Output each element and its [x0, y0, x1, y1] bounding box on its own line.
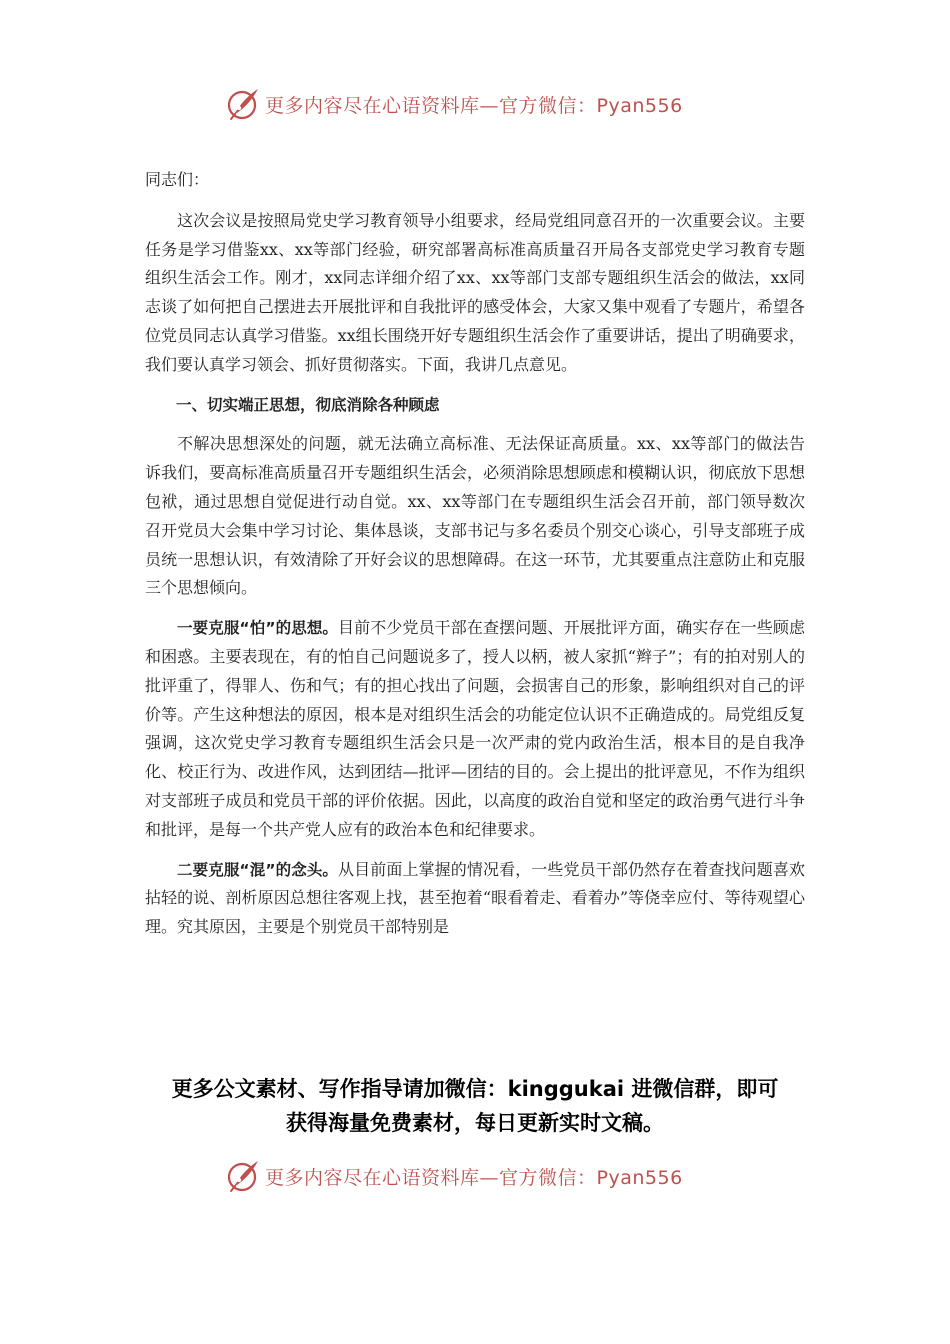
promo-line-1: 更多公文素材、写作指导请加微信：kinggukai 进微信群，即可: [171, 1077, 779, 1101]
banner-wechat-id: Pyan556: [596, 94, 683, 117]
point1-lead: 一要克服“怕”的思想。: [177, 619, 339, 638]
point2-body: 从目前面上掌握的情况看，一些党员干部仍然存在着查找问题喜欢拈轻的说、剖析原因总想往客观上找，甚至抱着“眼看着走、看着办”等侥幸应付、等待观望心理。究其原因，主要是个别党员干部特别是: [145, 859, 805, 937]
footer-banner: [225, 1156, 725, 1196]
section1-paragraph: 不解决思想深处的问题，就无法确立高标准、无法保证高质量。xx、xx等部门的做法告诉我们，要高标准高质量召开专题组织生活会，必须消除思想顾虑和模糊认识，彻底放下思想包袱，通过思想自觉促进行动自觉。xx、xx等部门在专题组织生活会召开前，部门领导数次召开党员大会集中学习讨论、集体恳谈，支部书记与多名委员个别交心谈心，引导支部班子成员统一思想认识，有效清除了开好会议的思想障碍。在这一环节，尤其要重点注意防止和克服三个思想倾向。: [145, 434, 805, 598]
salutation: 同志们：: [145, 170, 210, 189]
intro-paragraph: 这次会议是按照局党史学习教育领导小组要求，经局党组同意召开的一次重要会议。主要任务是学习借鉴xx、xx等部门经验，研究部署高标准高质量召开局各支部党史学习教育专题组织生活会工作。刚才，xx同志详细介绍了xx、xx等部门支部专题组织生活会的做法，xx同志谈了如何把自己摆进去开展批评和自我批评的感受体会，大家又集中观看了专题片，希望各位党员同志认真学习借鉴。xx组长围绕开好专题组织生活会作了重要讲话，提出了明确要求，我们要认真学习领会、抓好贯彻落实。下面，我讲几点意见。: [145, 210, 805, 374]
point2-paragraph: [145, 856, 805, 942]
document-body: [145, 166, 805, 942]
quill-pen-logo-icon: [225, 1158, 261, 1194]
point1-body: 目前不少党员干部在查摆问题、开展批评方面，确实存在一些顾虑和困惑。主要表现在，有的怕自己问题说多了，授人以柄，被人家抓“辫子”；有的拍对别人的批评重了，得罪人、伤和气；有的担心找出了问题，会损害自己的形象，影响组织对自己的评价等。产生这种想法的原因，根本是对组织生活会的功能定位认识不正确造成的。局党组反复强调，这次党史学习教育专题组织生活会只是一次严肃的党内政治生活，根本目的是自我净化、校正行为、改进作风，达到团结—批评—团结的目的。会上提出的批评意见，不作为组织对支部班子成员和党员干部的评价依据。因此，以高度的政治自觉和坚定的政治勇气进行斗争和批评，是每一个共产党人应有的政治本色和纪律要求。: [145, 618, 805, 839]
promo-line-2: 获得海量免费素材，每日更新实时文稿。: [286, 1111, 664, 1135]
header-banner: [225, 84, 725, 124]
banner-text: 更多内容尽在心语资料库—官方微信：Pyan556: [265, 1166, 683, 1189]
point1-paragraph: [145, 614, 805, 844]
banner-wechat-id: Pyan556: [596, 1166, 683, 1189]
promo-notice: [145, 1072, 805, 1140]
section-heading-1: 一、切实端正思想，彻底消除各种顾虑: [176, 395, 440, 414]
point2-lead: 二要克服“混”的念头。: [177, 860, 339, 879]
banner-text: 更多内容尽在心语资料库—官方微信：Pyan556: [265, 94, 683, 117]
quill-pen-logo-icon: [225, 86, 261, 122]
